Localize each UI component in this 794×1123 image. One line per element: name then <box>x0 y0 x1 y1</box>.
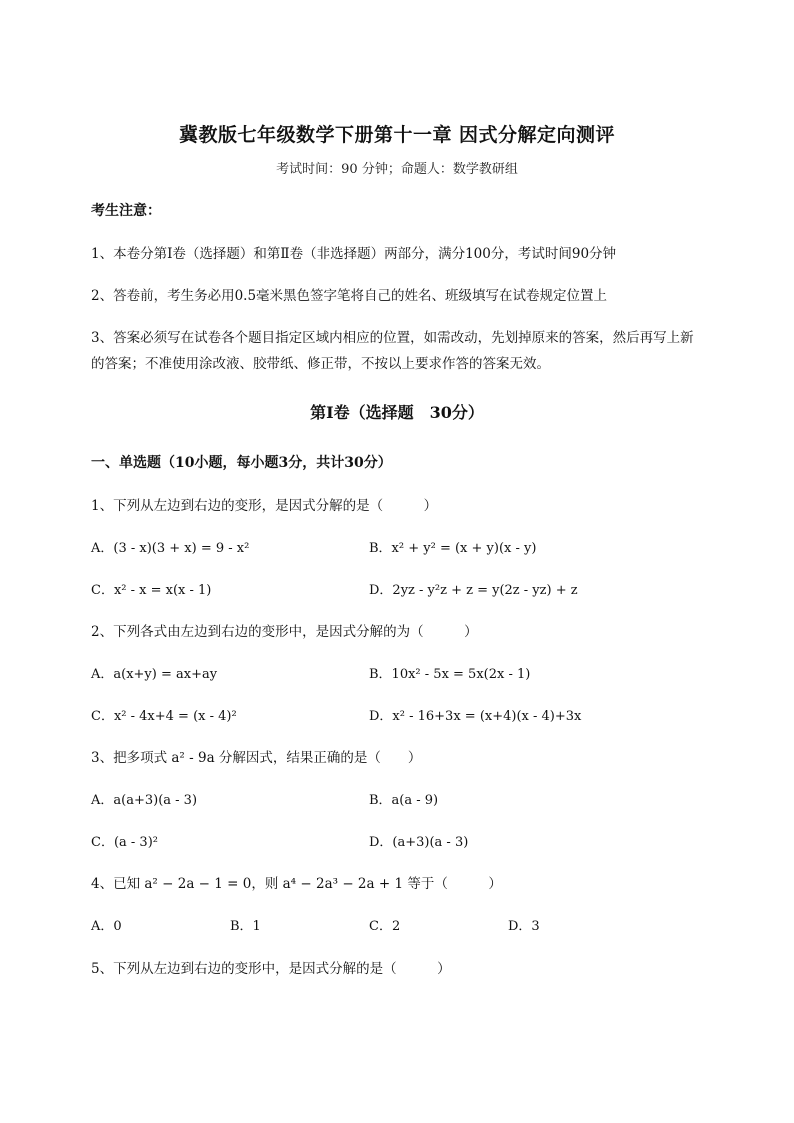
question-5-stem: 5、下列从左边到右边的变形中，是因式分解的是（ ） <box>91 961 451 977</box>
question-4-option-b: B．1 <box>230 919 261 934</box>
question-3-option-a: A．a(a+3)(a - 3) <box>91 793 198 808</box>
section-title: 第Ⅰ卷（选择题 30分） <box>310 403 484 422</box>
question-4-option-c: C．2 <box>369 919 401 934</box>
question-4-stem: 4、已知 a² − 2a − 1 = 0，则 a⁴ − 2a³ − 2a + 1 等于（ ） <box>91 876 502 892</box>
question-4-option-a: A．0 <box>91 919 122 934</box>
question-1-stem: 1、下列从左边到右边的变形，是因式分解的是（ ） <box>91 498 438 514</box>
question-2-option-c: C．x² - 4x+4 = (x - 4)² <box>91 709 237 724</box>
question-2-option-a: A．a(x+y) = ax+ay <box>91 667 218 682</box>
question-1-option-d: D．2yz - y²z + z = y(2z - yz) + z <box>369 583 578 598</box>
question-4-option-d: D．3 <box>508 919 540 934</box>
notice-line-2: 2、答卷前，考生务必用0.5毫米黑色签字笔将自己的姓名、班级填写在试卷规定位置上 <box>91 288 608 304</box>
question-2-option-d: D．x² - 16+3x = (x+4)(x - 4)+3x <box>369 709 582 724</box>
question-3-option-c: C．(a - 3)² <box>91 835 158 850</box>
question-1-option-c: C．x² - x = x(x - 1) <box>91 583 212 598</box>
part-heading: 一、单选题（10小题，每小题3分，共计30分） <box>91 455 392 471</box>
question-2-option-b: B．10x² - 5x = 5x(2x - 1) <box>369 667 531 682</box>
question-1-option-a: A．(3 - x)(3 + x) = 9 - x² <box>91 541 250 556</box>
page-title: 冀教版七年级数学下册第十一章 因式分解定向测评 <box>178 124 616 146</box>
question-3-stem: 3、把多项式 a² - 9a 分解因式，结果正确的是（ ） <box>91 750 422 766</box>
question-3-option-d: D．(a+3)(a - 3) <box>369 835 469 850</box>
exam-info: 考试时间：90 分钟；命题人：数学教研组 <box>276 162 518 177</box>
question-2-stem: 2、下列各式由左边到右边的变形中，是因式分解的为（ ） <box>91 624 478 640</box>
notice-line-1: 1、本卷分第Ⅰ卷（选择题）和第Ⅱ卷（非选择题）两部分，满分100分，考试时间90分钟 <box>91 246 617 262</box>
notice-line-3-cont: 的答案；不准使用涂改液、胶带纸、修正带，不按以上要求作答的答案无效。 <box>91 356 550 372</box>
notice-heading: 考生注意： <box>91 203 161 219</box>
notice-line-3: 3、答案必须写在试卷各个题目指定区域内相应的位置，如需改动，先划掉原来的答案，然后再写上新 <box>91 330 694 346</box>
question-3-option-b: B．a(a - 9) <box>369 793 439 808</box>
question-1-option-b: B．x² + y² = (x + y)(x - y) <box>369 541 537 556</box>
